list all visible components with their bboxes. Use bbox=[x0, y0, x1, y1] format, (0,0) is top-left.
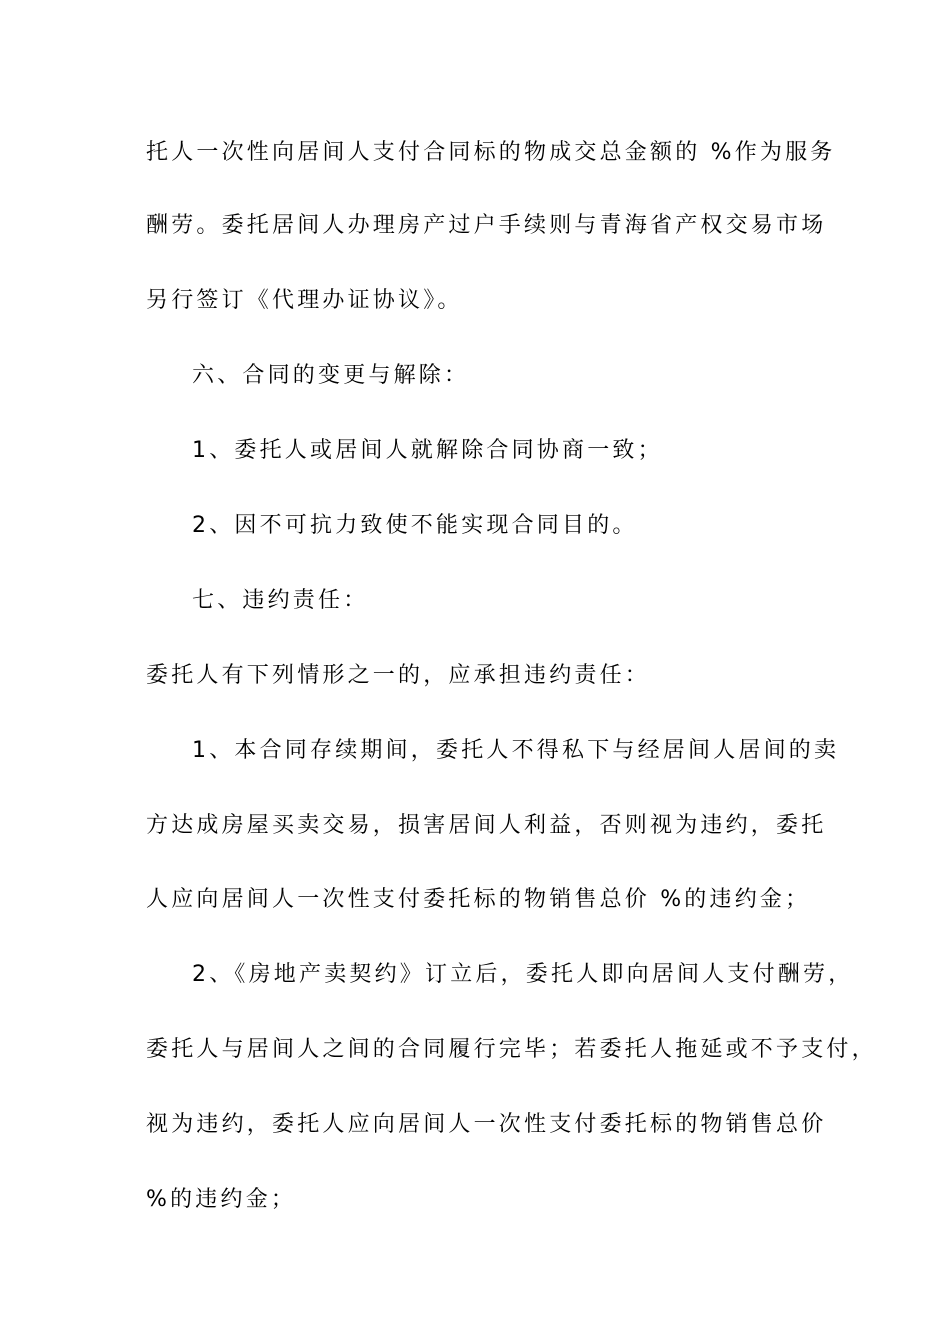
list-item: 2、《房地产卖契约》订立后，委托人即向居间人支付酬劳， bbox=[192, 962, 854, 987]
paragraph-line: 视为违约，委托人应向居间人一次性支付委托标的物销售总价 bbox=[146, 1112, 827, 1137]
paragraph-line: %的违约金； bbox=[146, 1187, 297, 1212]
section-heading: 七、违约责任： bbox=[192, 588, 369, 613]
paragraph-line: 委托人有下列情形之一的，应承担违约责任： bbox=[146, 663, 651, 688]
paragraph-line: 另行签订《代理办证协议》。 bbox=[146, 288, 463, 313]
paragraph-line: 委托人与居间人之间的合同履行完毕；若委托人拖延或不予支付， bbox=[146, 1037, 877, 1062]
paragraph-line: 方达成房屋买卖交易，损害居间人利益，否则视为违约，委托 bbox=[146, 813, 827, 838]
list-item: 1、本合同存续期间，委托人不得私下与经居间人居间的卖 bbox=[192, 738, 840, 763]
section-heading: 六、合同的变更与解除： bbox=[192, 363, 470, 388]
paragraph-line: 酬劳。委托居间人办理房产过户手续则与青海省产权交易市场 bbox=[146, 213, 827, 238]
paragraph-line: 托人一次性向居间人支付合同标的物成交总金额的 %作为服务 bbox=[146, 140, 836, 165]
paragraph-line: 人应向居间人一次性支付委托标的物销售总价 %的违约金； bbox=[146, 887, 811, 912]
list-item: 1、委托人或居间人就解除合同协商一致； bbox=[192, 438, 663, 463]
list-item: 2、因不可抗力致使不能实现合同目的。 bbox=[192, 513, 638, 538]
